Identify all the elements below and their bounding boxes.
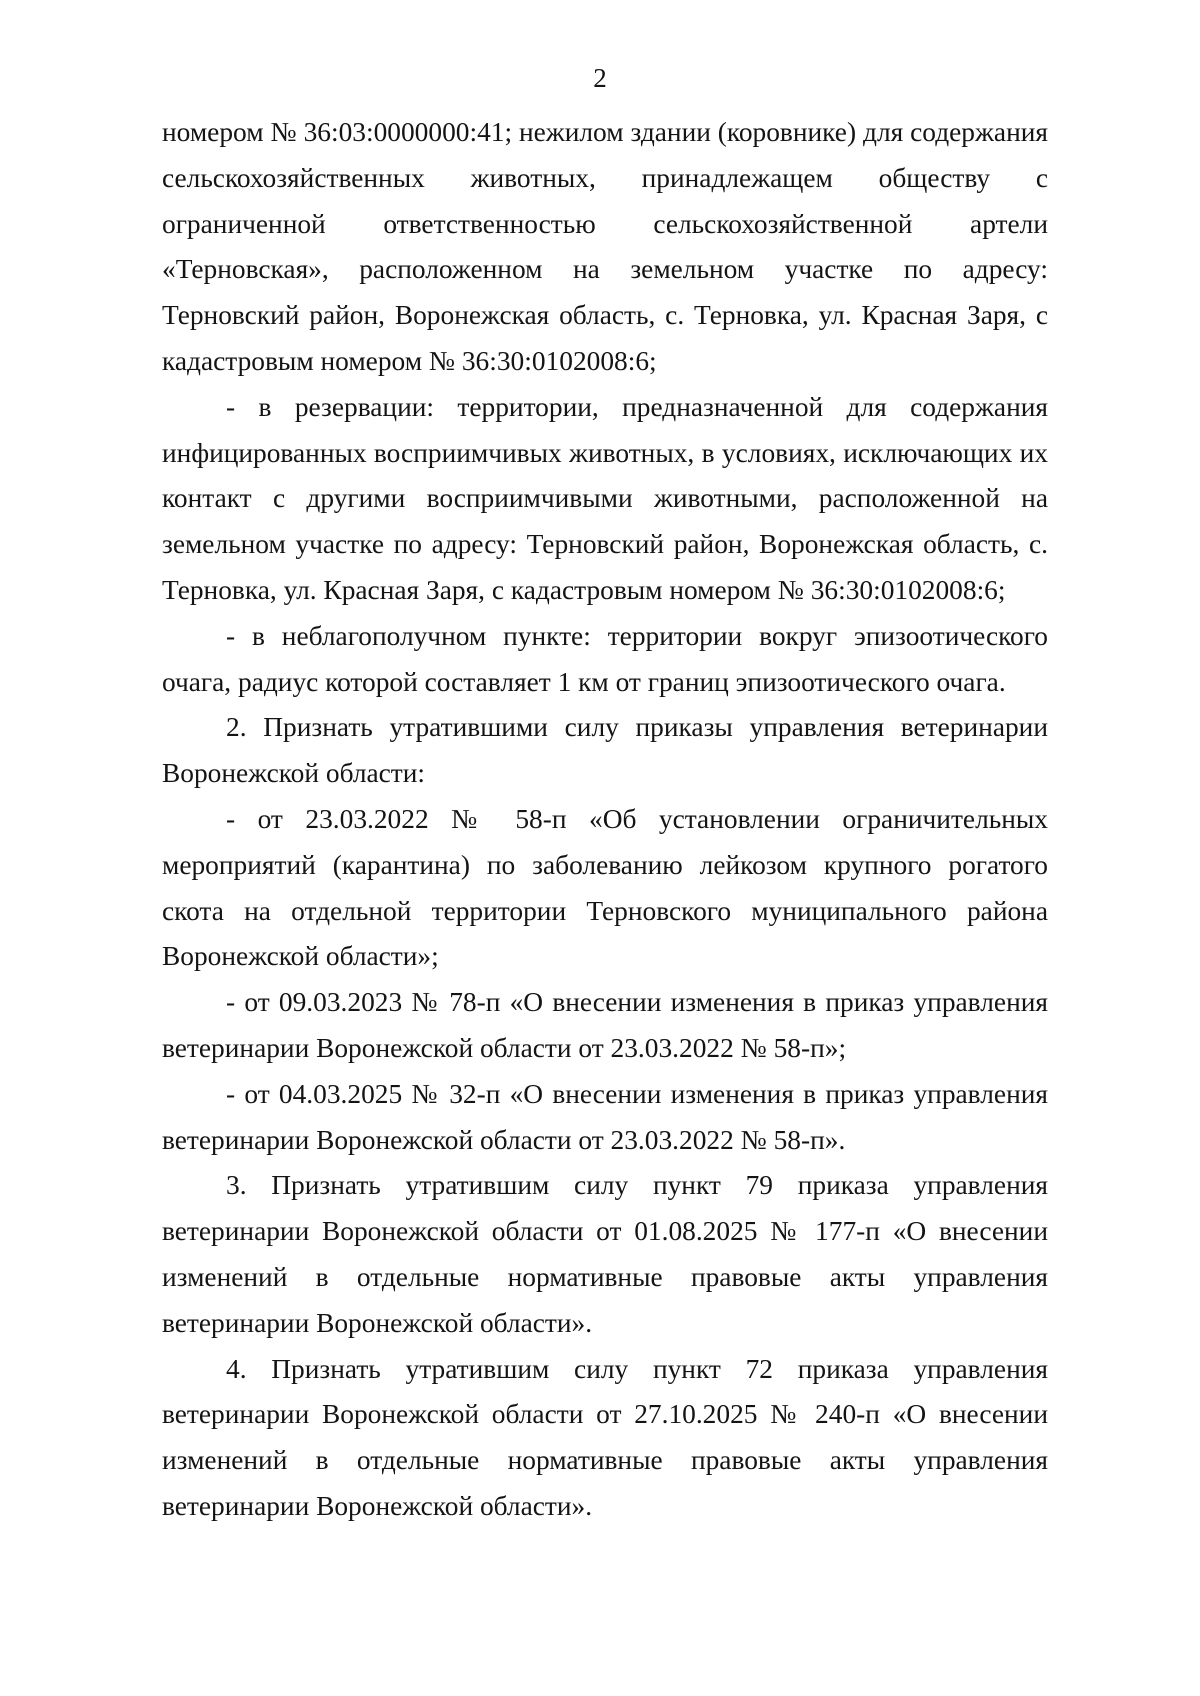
paragraph-item-2-b: - от 09.03.2023 № 78-п «О внесении изменения в приказ управления ветеринарии Воронежской области от 23.03.2022 № 58-п»; [162,987,1048,1063]
paragraph-item-2-c: - от 04.03.2025 № 32-п «О внесении изменения в приказ управления ветеринарии Воронежской области от 23.03.2022 № 58-п». [162,1078,1048,1155]
paragraph-item-4: 4. Признать утратившим силу пункт 72 приказа управления ветеринарии Воронежской области от 27.10.2025 № 240-п «О внесении изменений в отдельные нормативные правовые акты управления ветеринарии Воронежской области». [162,1353,1048,1521]
paragraph-reservation: - в резервации: территории, предназначенной для содержания инфицированных восприимчивых животных, в условиях, исключающих их контакт с другими восприимчивыми животными, расположенной на земельном участке по адресу: Терновский район, Воронежская область, с. Терновка, ул. Красная Заря, с кадастровым номером № 36:30:0102008:6; [162,391,1048,605]
document-body [162,110,1048,1530]
paragraph-item-2-a: - от 23.03.2022 № 58-п «Об установлении ограничительных мероприятий (карантина) по заболеванию лейкозом крупного рогатого скота на отдельной территории Терновского муниципального района Воронежской области»; [162,803,1048,972]
paragraph-unfavorable-point: - в неблагополучном пункте: территории вокруг эпизоотического очага, радиус которой составляет 1 км от границ эпизоотического очага. [162,620,1048,697]
page-number: 2 [593,63,607,93]
paragraph-item-2: 2. Признать утратившими силу приказы управления ветеринарии Воронежской области: [162,712,1048,789]
paragraph-continuation: номером № 36:03:0000000:41; нежилом здании (коровнике) для содержания сельскохозяйственных животных, принадлежащем обществу с ограниченной ответственностью сельскохозяйственной артели «Терновская», расположенном на земельном участке по адресу: Терновский район, Воронежская область, с. Терновка, ул. Красная Заря, с кадастровым номером № 36:30:0102008:6; [162,117,1048,376]
paragraph-item-3: 3. Признать утратившим силу пункт 79 приказа управления ветеринарии Воронежской области от 01.08.2025 № 177-п «О внесении изменений в отдельные нормативные правовые акты управления ветеринарии Воронежской области». [162,1170,1048,1338]
